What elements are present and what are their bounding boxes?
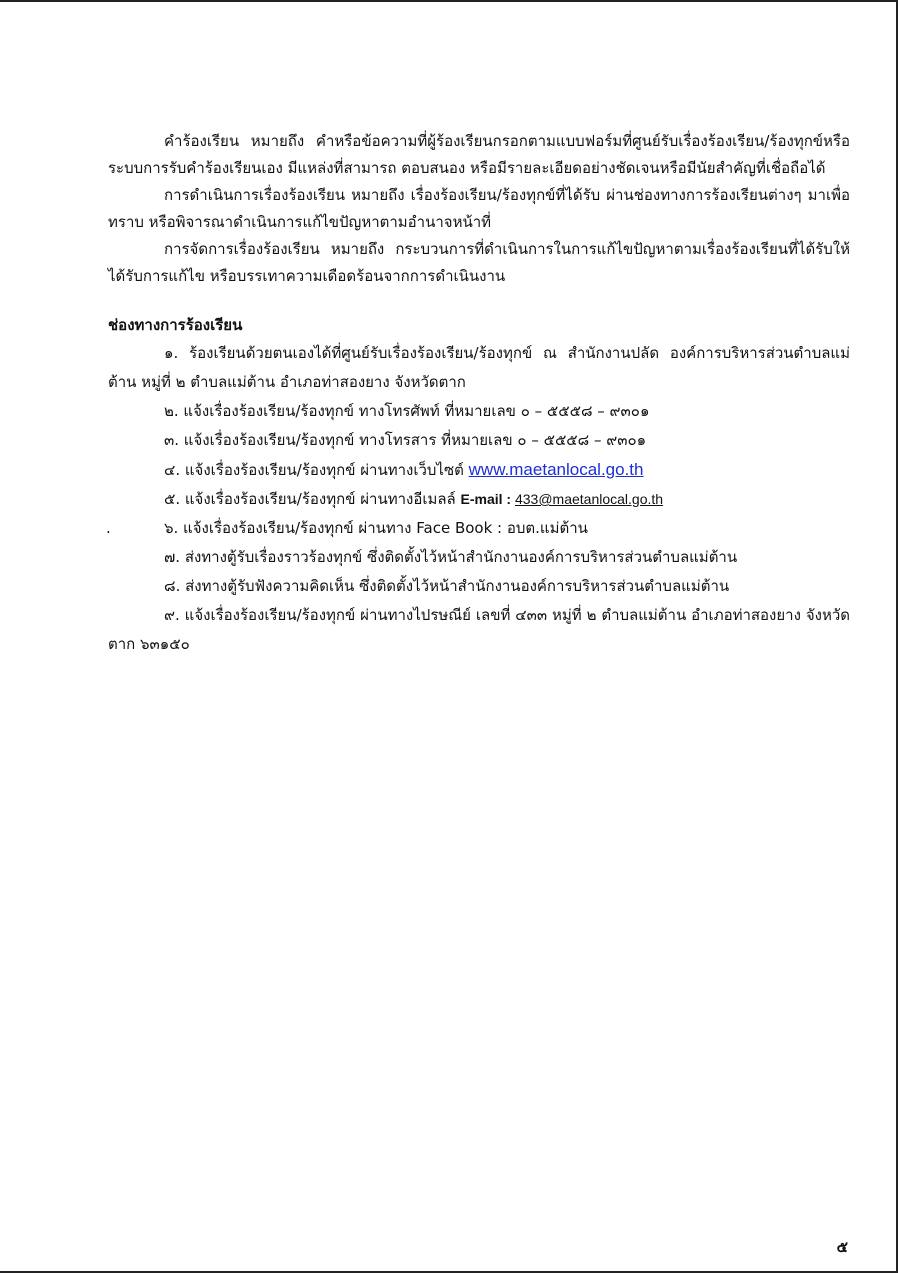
- channel-2-telephone: ๒. แจ้งเรื่องร้องเรียน/ร้องทุกข์ ทางโทรศัพท์ ที่หมายเลข ๐ – ๕๕๕๘ – ๙๓๐๑: [164, 402, 650, 420]
- definition-complaint-management: การจัดการเรื่องร้องเรียน หมายถึง กระบวนการที่ดำเนินการในการแก้ไขปัญหาตามเรื่องร้องเรียนที่ได้รับให้ได้รับการแก้ไข หรือบรรเทาความเดือดร้อนจากการดำเนินงาน: [108, 240, 850, 285]
- website-link[interactable]: www.maetanlocal.go.th: [468, 460, 644, 479]
- email-link[interactable]: 433@maetanlocal.go.th: [514, 491, 664, 507]
- definition-complaint: คำร้องเรียน หมายถึง คำหรือข้อความที่ผู้ร้องเรียนกรอกตามแบบฟอร์มที่ศูนย์รับเรื่องร้องเรียน/ร้องทุกข์หรือระบบการรับคำร้องเรียนเอง มีแหล่งที่สามารถ ตอบสนอง หรือมีรายละเอียดอย่างชัดเจนหรือมีนัยสำคัญที่เชื่อถือได้: [108, 132, 850, 177]
- channel-7-complaint-box: ๗. ส่งทางตู้รับเรื่องราวร้องทุกข์ ซึ่งติดตั้งไว้หน้าสำนักงานองค์การบริหารส่วนตำบลแม่ต้าน: [164, 548, 738, 566]
- channel-3-fax: ๓. แจ้งเรื่องร้องเรียน/ร้องทุกข์ ทางโทรสาร ที่หมายเลข ๐ – ๕๕๕๘ – ๙๓๐๑: [164, 431, 647, 449]
- channel-5-label: ๕. แจ้งเรื่องร้องเรียน/ร้องทุกข์ ผ่านทางอีเมลล์: [164, 490, 461, 508]
- document-body: [108, 128, 850, 659]
- channel-5-email: [108, 485, 850, 514]
- definition-complaint-processing: การดำเนินการเรื่องร้องเรียน หมายถึง เรื่องร้องเรียน/ร้องทุกข์ที่ได้รับ ผ่านช่องทางการร้องเรียนต่างๆ มาเพื่อทราบ หรือพิจารณาดำเนินการแก้ไขปัญหาตามอำนาจหน้าที่: [108, 186, 850, 231]
- page-number: ๕: [836, 1238, 848, 1256]
- channel-6-label: ๖. แจ้งเรื่องร้องเรียน/ร้องทุกข์ ผ่านทาง Face Book : อบต.แม่ต้าน: [164, 519, 588, 537]
- channel-6-facebook: [108, 514, 850, 543]
- channel-9-post: ๙. แจ้งเรื่องร้องเรียน/ร้องทุกข์ ผ่านทางไปรษณีย์ เลขที่ ๔๓๓ หมู่ที่ ๒ ตำบลแม่ต้าน อำเภอท่าสองยาง จังหวัดตาก ๖๓๑๕๐: [108, 606, 850, 653]
- channels-heading: ช่องทางการร้องเรียน: [108, 316, 243, 334]
- channel-1-in-person: ๑. ร้องเรียนด้วยตนเองได้ที่ศูนย์รับเรื่องร้องเรียน/ร้องทุกข์ ณ สำนักงานปลัด องค์การบริหารส่วนตำบลแม่ต้าน หมู่ที่ ๒ ตำบลแม่ต้าน อำเภอท่าสองยาง จังหวัดตาก: [108, 344, 850, 391]
- channel-4-website: [108, 455, 850, 485]
- channel-8-opinion-box: ๘. ส่งทางตู้รับฟังความคิดเห็น ซึ่งติดตั้งไว้หน้าสำนักงานองค์การบริหารส่วนตำบลแม่ต้าน: [164, 577, 730, 595]
- stray-dot-mark: .: [106, 519, 111, 537]
- channel-4-label: ๔. แจ้งเรื่องร้องเรียน/ร้องทุกข์ ผ่านทางเว็บไซต์: [164, 461, 469, 479]
- email-label: E-mail :: [460, 491, 515, 507]
